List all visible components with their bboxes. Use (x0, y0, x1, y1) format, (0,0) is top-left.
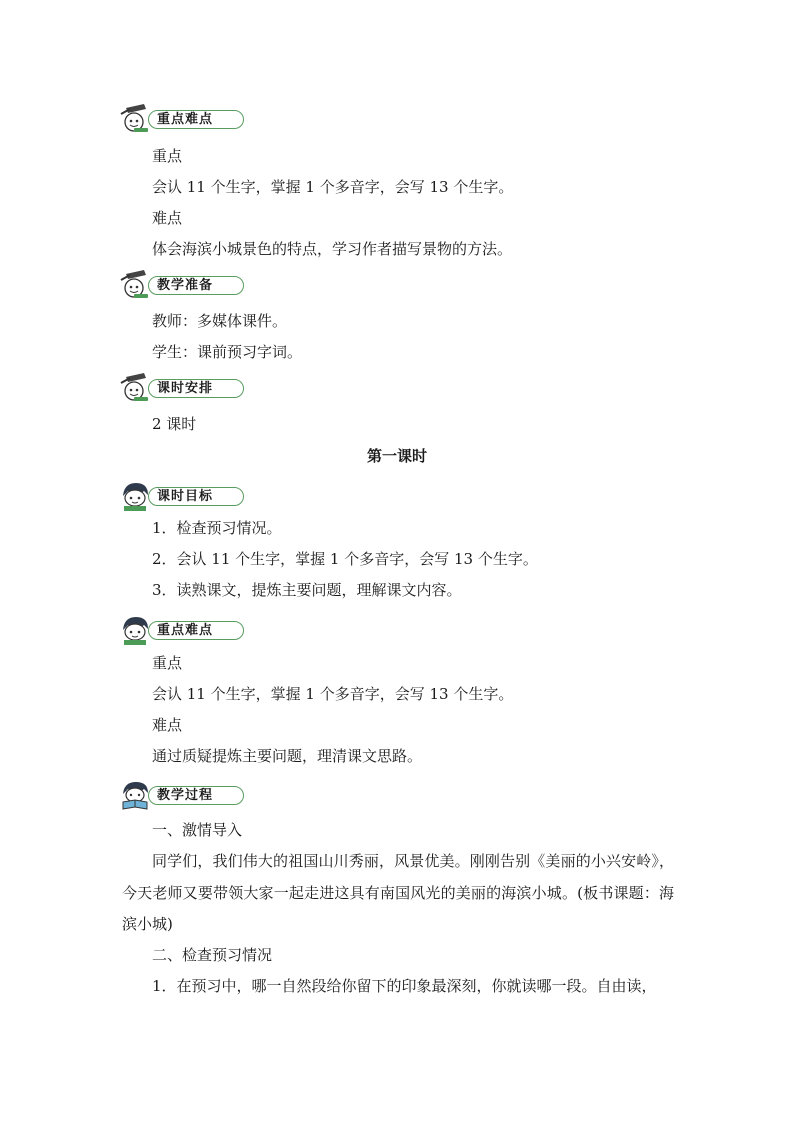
key-label: 重点 (152, 654, 183, 672)
decor-bar (134, 397, 148, 401)
difficulty-text: 体会海滨小城景色的特点，学习作者描写景物的方法。 (152, 240, 513, 258)
header-pill (148, 110, 244, 129)
key-text: 会认 11 个生字，掌握 1 个多音字，会写 13 个生字。 (152, 685, 514, 703)
step-title: 二、检查预习情况 (152, 946, 273, 964)
step-item: 1．在预习中，哪一自然段给你留下的印象最深刻，你就读哪一段。自由读， (152, 977, 657, 995)
header-label: 重点难点 (157, 623, 214, 638)
lesson-title: 第一课时 (366, 447, 427, 465)
key-text: 会认 11 个生字，掌握 1 个多音字，会写 13 个生字。 (152, 178, 514, 196)
goal-item: 3．读熟课文，提炼主要问题，理解课文内容。 (152, 581, 462, 599)
goal-item: 1．检查预习情况。 (152, 519, 282, 537)
header-label: 重点难点 (157, 112, 214, 127)
section-header-prep (118, 270, 234, 300)
section-header-goals (118, 481, 234, 511)
prep-student: 学生：课前预习字词。 (152, 343, 303, 361)
goal-item: 2．会认 11 个生字，掌握 1 个多音字，会写 13 个生字。 (152, 550, 538, 568)
header-label: 课时目标 (157, 489, 214, 504)
section-header-lesson-focus (118, 615, 234, 645)
header-pill (148, 487, 244, 506)
difficulty-text: 通过质疑提炼主要问题，理清课文思路。 (152, 747, 423, 765)
header-pill (148, 786, 244, 805)
section-header-process (118, 780, 234, 810)
step-title: 一、激情导入 (152, 821, 243, 839)
section-header-focus (118, 104, 234, 134)
difficulty-label: 难点 (152, 209, 183, 227)
decor-bar (134, 128, 148, 132)
header-pill (148, 276, 244, 295)
decor-bar (134, 294, 148, 298)
step-paragraph: 同学们，我们伟大的祖国山川秀丽，风景优美。刚刚告别《美丽的小兴安岭》，今天老师又要带领大家一起走进这具有南国风光的美丽的海滨小城。(板书课题：海滨小城) (122, 852, 674, 933)
schedule-text: 2 课时 (152, 415, 197, 433)
prep-teacher: 教师：多媒体课件。 (152, 312, 288, 330)
header-pill (148, 621, 244, 640)
header-pill (148, 379, 244, 398)
difficulty-label: 难点 (152, 716, 183, 734)
header-label: 教学过程 (157, 788, 214, 803)
header-label: 课时安排 (157, 381, 214, 396)
header-label: 教学准备 (157, 278, 214, 293)
section-header-schedule (118, 373, 234, 403)
key-label: 重点 (152, 147, 183, 165)
